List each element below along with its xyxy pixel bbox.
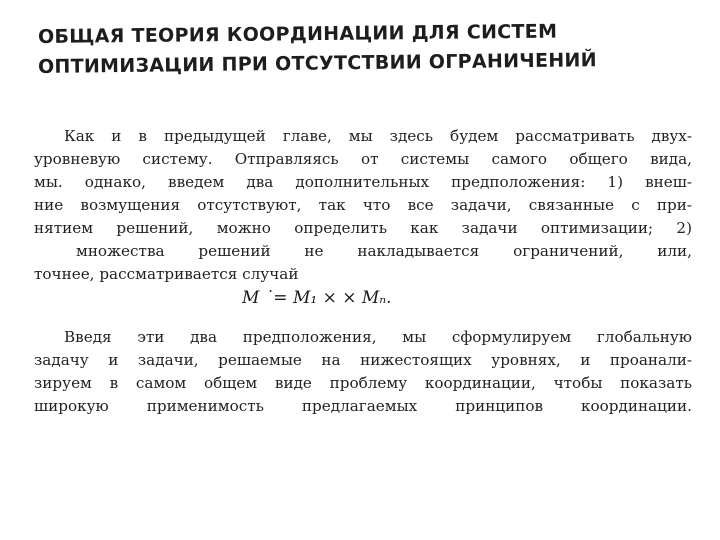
document-title (38, 22, 698, 82)
paragraph-line: широкую применимость предлагаемых принципов координации. (34, 397, 692, 415)
paragraph-line: Как и в предыдущей главе, мы здесь будем рассматривать двух- (64, 127, 692, 145)
paragraph-line: зируем в самом общем виде проблему координации, чтобы показать (34, 374, 692, 392)
paragraph-line: мы. однако, введем два дополнительных предположения: 1) внеш- (34, 173, 692, 191)
title-line-1: ОБЩАЯ ТЕОРИЯ КООРДИНАЦИИ ДЛЯ СИСТЕМ (37, 20, 558, 48)
paragraph-line: задачу и задачи, решаемые на нижестоящих уровнях, и проанали- (34, 351, 692, 369)
paragraph-1 (34, 125, 692, 286)
paragraph-2 (34, 326, 692, 418)
math-formula: M ˙= M₁ × × Mₙ. (242, 288, 392, 308)
paragraph-line: ние возмущения отсутствуют, так что все задачи, связанные с при- (34, 196, 692, 214)
paragraph-line: множества решений не накладывается ограничений, или, (76, 242, 692, 260)
title-line-2: ОПТИМИЗАЦИИ ПРИ ОТСУТСТВИИ ОГРАНИЧЕНИЙ (37, 49, 598, 78)
paragraph-line: нятием решений, можно определить как задачи оптимизации; 2) (34, 219, 692, 237)
paragraph-line: точнее, рассматривается случай (34, 265, 299, 283)
paragraph-line: уровневую систему. Отправляясь от системы самого общего вида, (34, 150, 692, 168)
paragraph-line: Введя эти два предположения, мы сформулируем глобальную (64, 328, 692, 346)
